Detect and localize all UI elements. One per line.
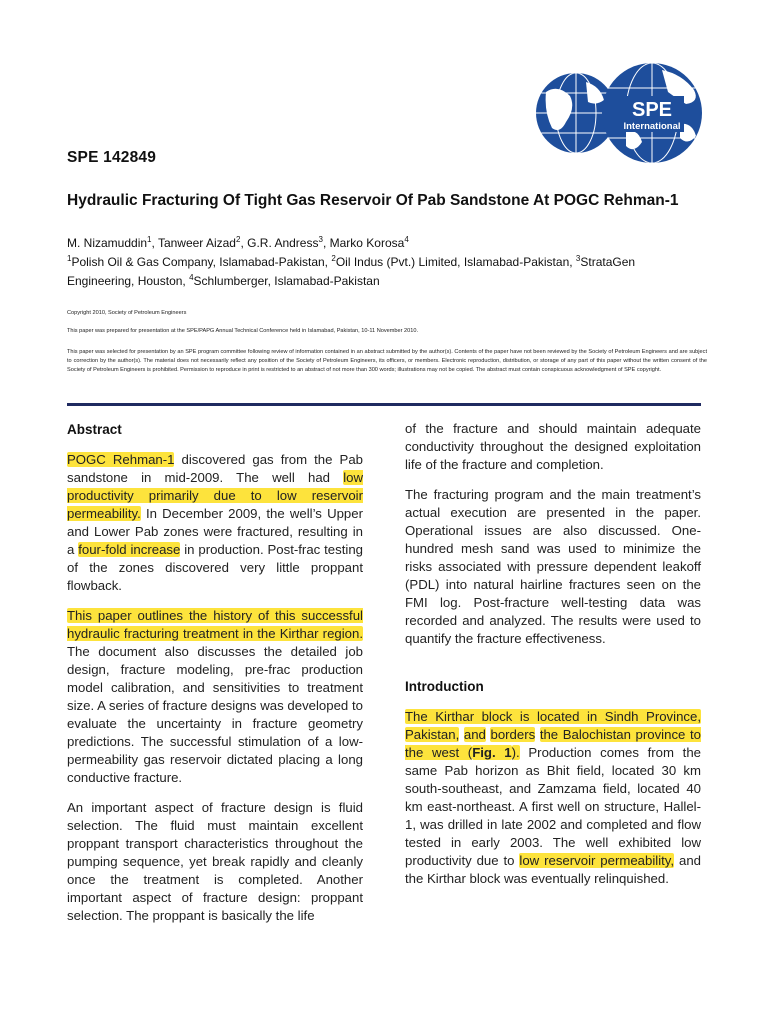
abstract-paragraph-5: The fracturing program and the main treatment’s actual execution are presented in the paper. Operational issues are also discussed. One-hundred mesh sand was used to minimize the risks associated with pressure dependent leakoff (PDL) into natural hairline fractures seen on the FMI log. Post-fracture well-testing data was recorded and analyzed. The results were used to quantify the fracture effectiveness. — [405, 487, 701, 646]
affiliation-line-2: Engineering, Houston, $^4$Schlumberger, Islamabad-Pakistan — [67, 273, 380, 288]
right-column — [405, 420, 701, 900]
highlight: POGC Rehman-1 — [67, 452, 175, 467]
logo-text-spe: SPE — [631, 99, 673, 121]
author-line: M. Nizamuddin$^1$, Tanweer Aizad$^2$, G.R. Andress$^3$, Marko Korosa$^4$ — [67, 235, 409, 250]
paper-id: SPE 142849 — [67, 149, 157, 166]
logo-text-international: International — [623, 121, 681, 132]
copyright-line: Copyright 2010, Society of Petroleum Engineers — [67, 310, 187, 316]
section-divider — [67, 403, 701, 406]
figure-reference: Fig. 1 — [472, 745, 512, 760]
introduction-paragraph: The Kirthar block is located in Sindh Province, Pakistan, and borders the Balochistan province to the west (Fig. 1). Production comes from the same Pab horizon as Bhit field, located 30 km south-southeast, and Zamzama field, located 40 km east-northeast. A first well on structure, Hallel-1, was drilled in late 2002 and completed and flow tested in early 2003. The well exhibited low productivity due to low reservoir permeability, and the Kirthar block was eventually relinquished. — [405, 709, 701, 886]
highlight: The Kirthar block is located in Sindh Province, — [405, 709, 701, 724]
abstract-paragraph-3: An important aspect of fracture design is fluid selection. The fluid must maintain excellent proppant transport characteristics throughout the pumping sequence, yet break rapidly and cleanly once the treatment is completed. Another important aspect of fracture design: proppant selection. The proppant is basically the life — [67, 800, 363, 923]
highlight: Pakistan, — [405, 727, 460, 742]
highlight: the Balochistan province to the west ( — [405, 727, 701, 760]
highlight: and — [463, 727, 486, 742]
abstract-paragraph-1: POGC Rehman-1 discovered gas from the Pab sandstone in mid-2009. The well had low productivity primarily due to low reservoir permeability. In December 2009, the well’s Upper and Lower Pab zones were fractured, resulting in a four-fold increase in production. Post-frac testing of the zones discovered very little proppant flowback. — [67, 452, 364, 593]
highlight: four-fold increase — [78, 542, 181, 557]
abstract-heading: Abstract — [67, 422, 122, 437]
review-notice: This paper was selected for presentation by an SPE program committee following review of information contained in an abstract submitted by the author(s). Contents of the paper have not been reviewed by the Society of Petroleum Engineers and are subject to correction by the author(s). The material does not necessarily reflect any position of the Society of Petroleum Engineers, its officers, or members. Electronic reproduction, distribution, or storage of any part of this paper without the written consent of the Society of Petroleum Engineers is prohibited. Permission to reproduce in print is restricted to an abstract of not more than 300 words; illustrations may not be copied. The abstract must contain conspicuous acknowledgment of SPE copyright. — [67, 349, 707, 373]
left-column — [67, 421, 363, 937]
abstract-paragraph-4: of the fracture and should maintain adequate conductivity throughout the designed exploitation life of the fracture and completion. — [405, 421, 701, 472]
introduction-heading: Introduction — [405, 679, 484, 694]
highlight: borders — [490, 727, 536, 742]
paper-title: Hydraulic Fracturing Of Tight Gas Reservoir Of Pab Sandstone At POGC Rehman-1 — [67, 192, 679, 209]
highlight: ). — [511, 745, 520, 760]
spe-logo — [530, 62, 708, 164]
abstract-paragraph-2: This paper outlines the history of this successful hydraulic fracturing treatment in the Kirthar region. The document also discusses the detailed job design, fracture modeling, pre-frac production model calibration, and sensitivities to treatment size. A series of fracture designs was developed to evaluate the uncertainty in fracture geometry predictions. The successful stimulation of a low-permeability gas reservoir dictated placing a long conductive fracture. — [67, 608, 363, 785]
author-block — [67, 232, 712, 289]
affiliation-line: $^1$Polish Oil & Gas Company, Islamabad-Pakistan, $^2$Oil Indus (Pvt.) Limited, Islamabad-Pakistan, $^3$StrataGen — [67, 254, 636, 269]
presentation-notice: This paper was prepared for presentation at the SPE/PAPG Annual Technical Conference held in Islamabad, Pakistan, 10-11 November 2010. — [67, 328, 419, 334]
highlight: low productivity primarily due to low reservoir permeability. — [67, 470, 363, 521]
highlight: low reservoir permeability, — [519, 853, 675, 868]
highlight: This paper outlines the history of this successful hydraulic fracturing treatment in the Kirthar region. — [67, 608, 363, 641]
